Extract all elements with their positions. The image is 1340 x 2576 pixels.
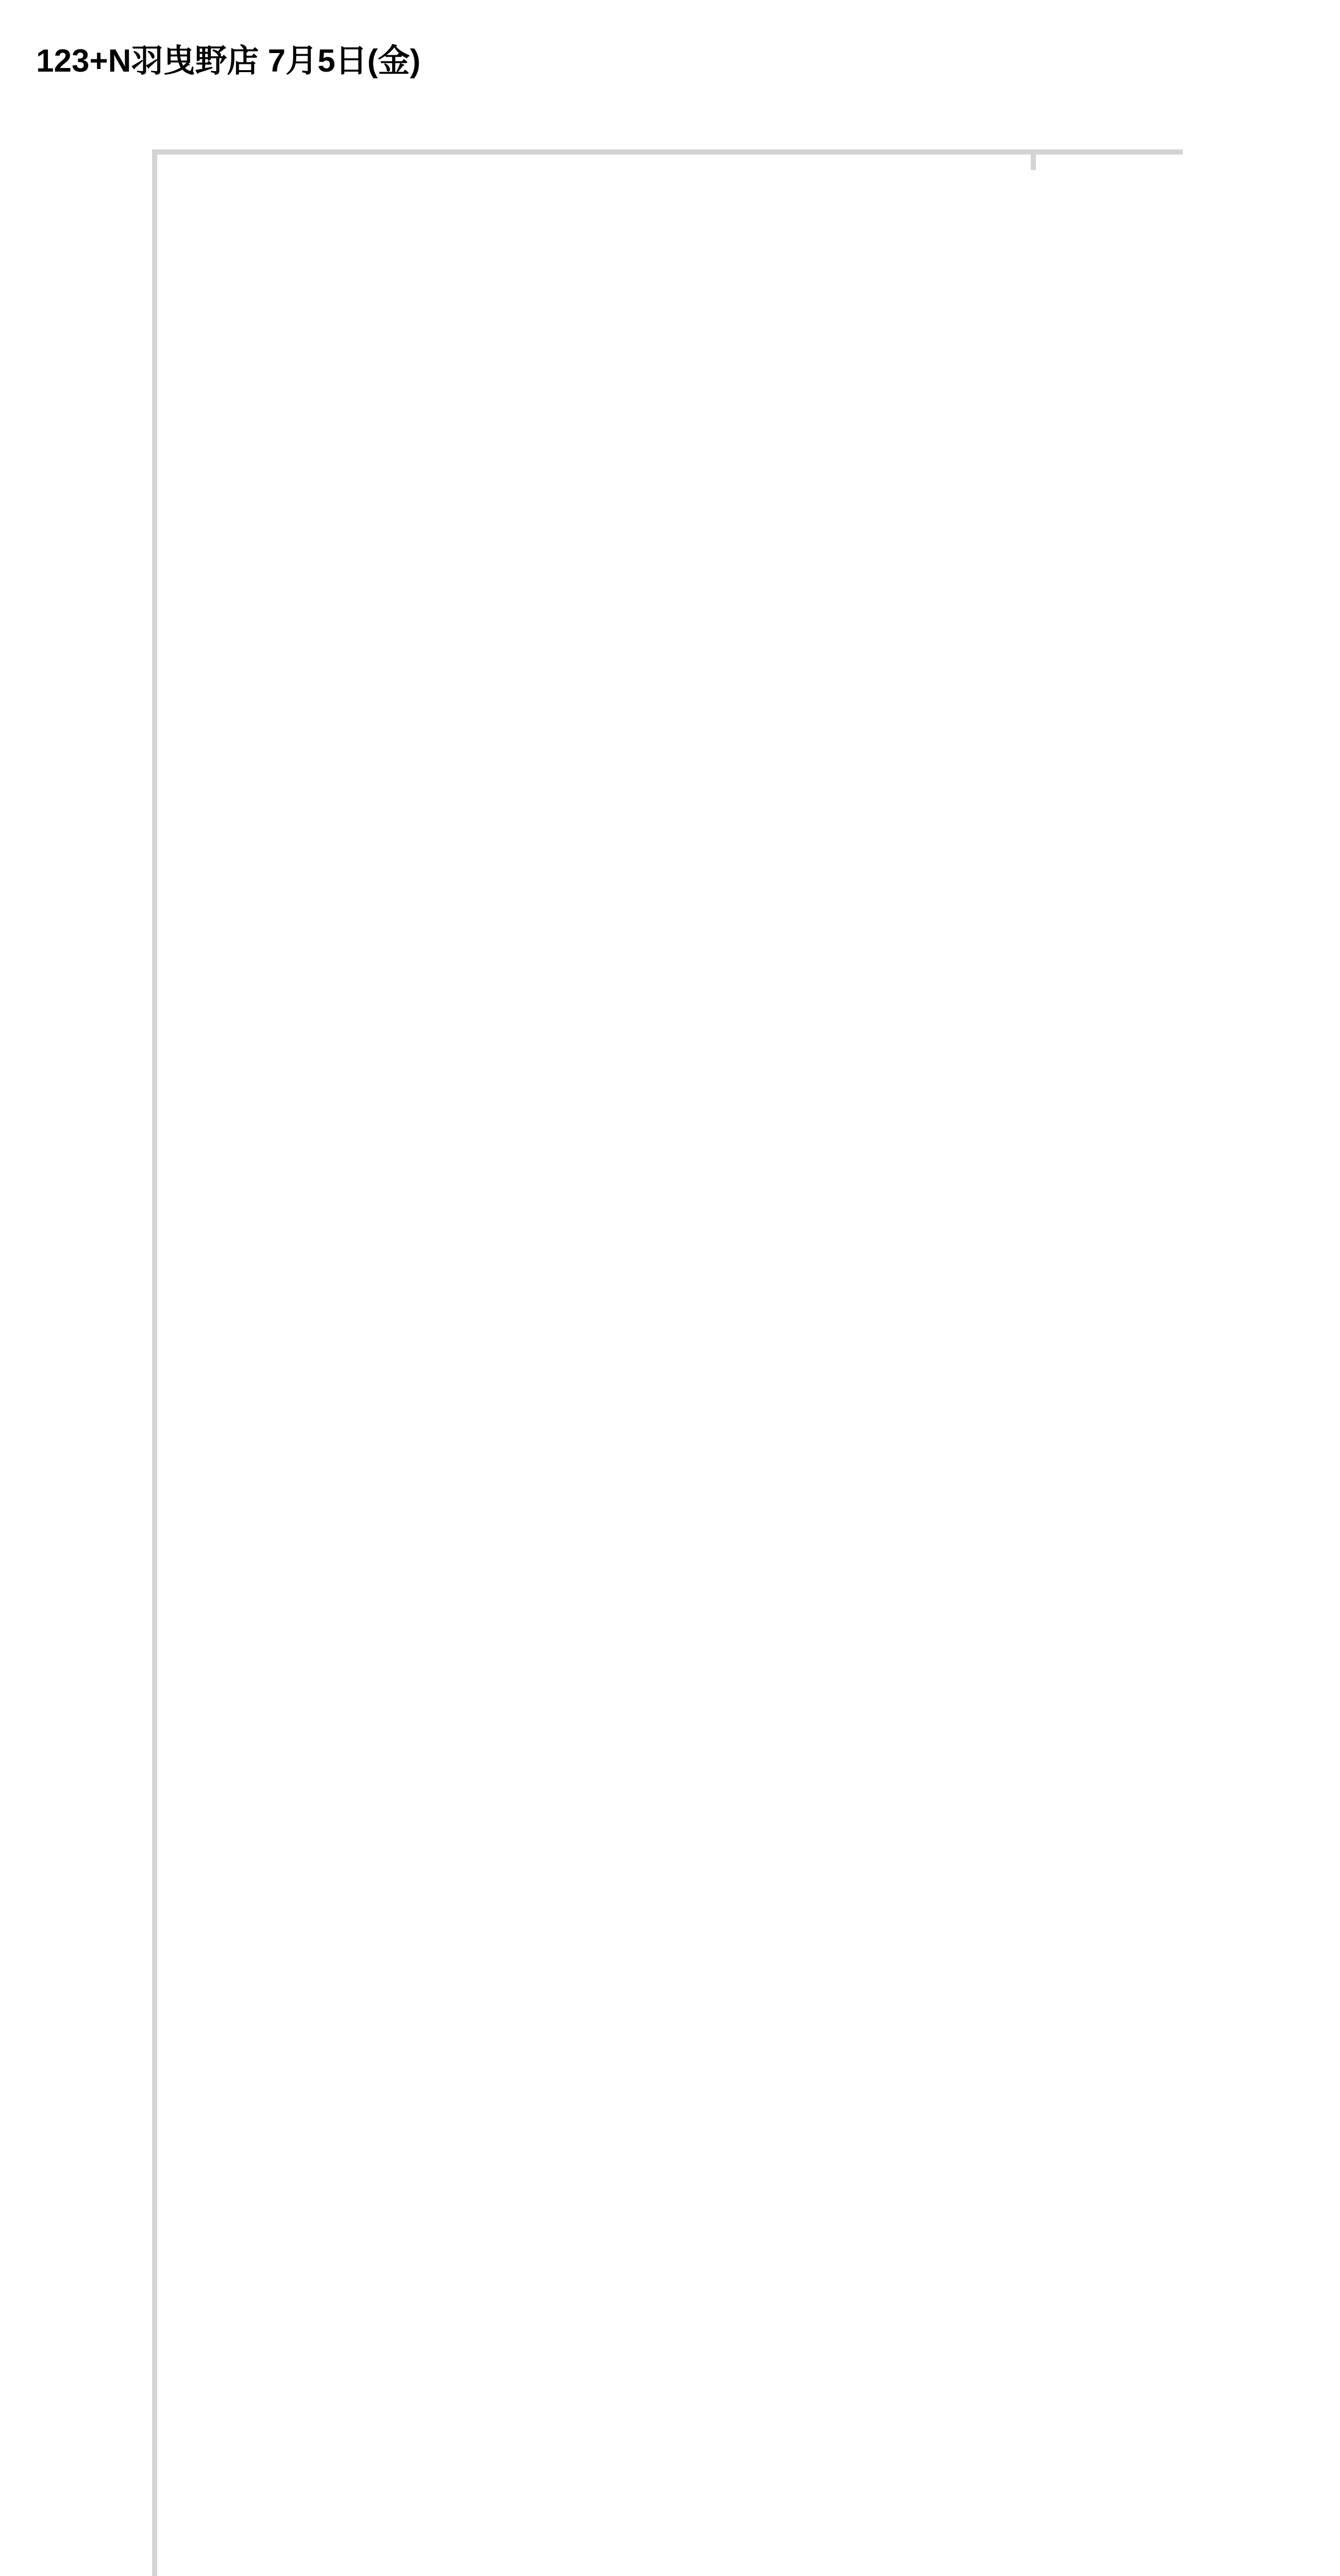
floor-edge	[1031, 149, 1036, 170]
page-title: 123+N羽曳野店 7月5日(金)	[36, 43, 421, 79]
floor-edge	[152, 149, 1183, 155]
floor-edge	[152, 149, 157, 2576]
